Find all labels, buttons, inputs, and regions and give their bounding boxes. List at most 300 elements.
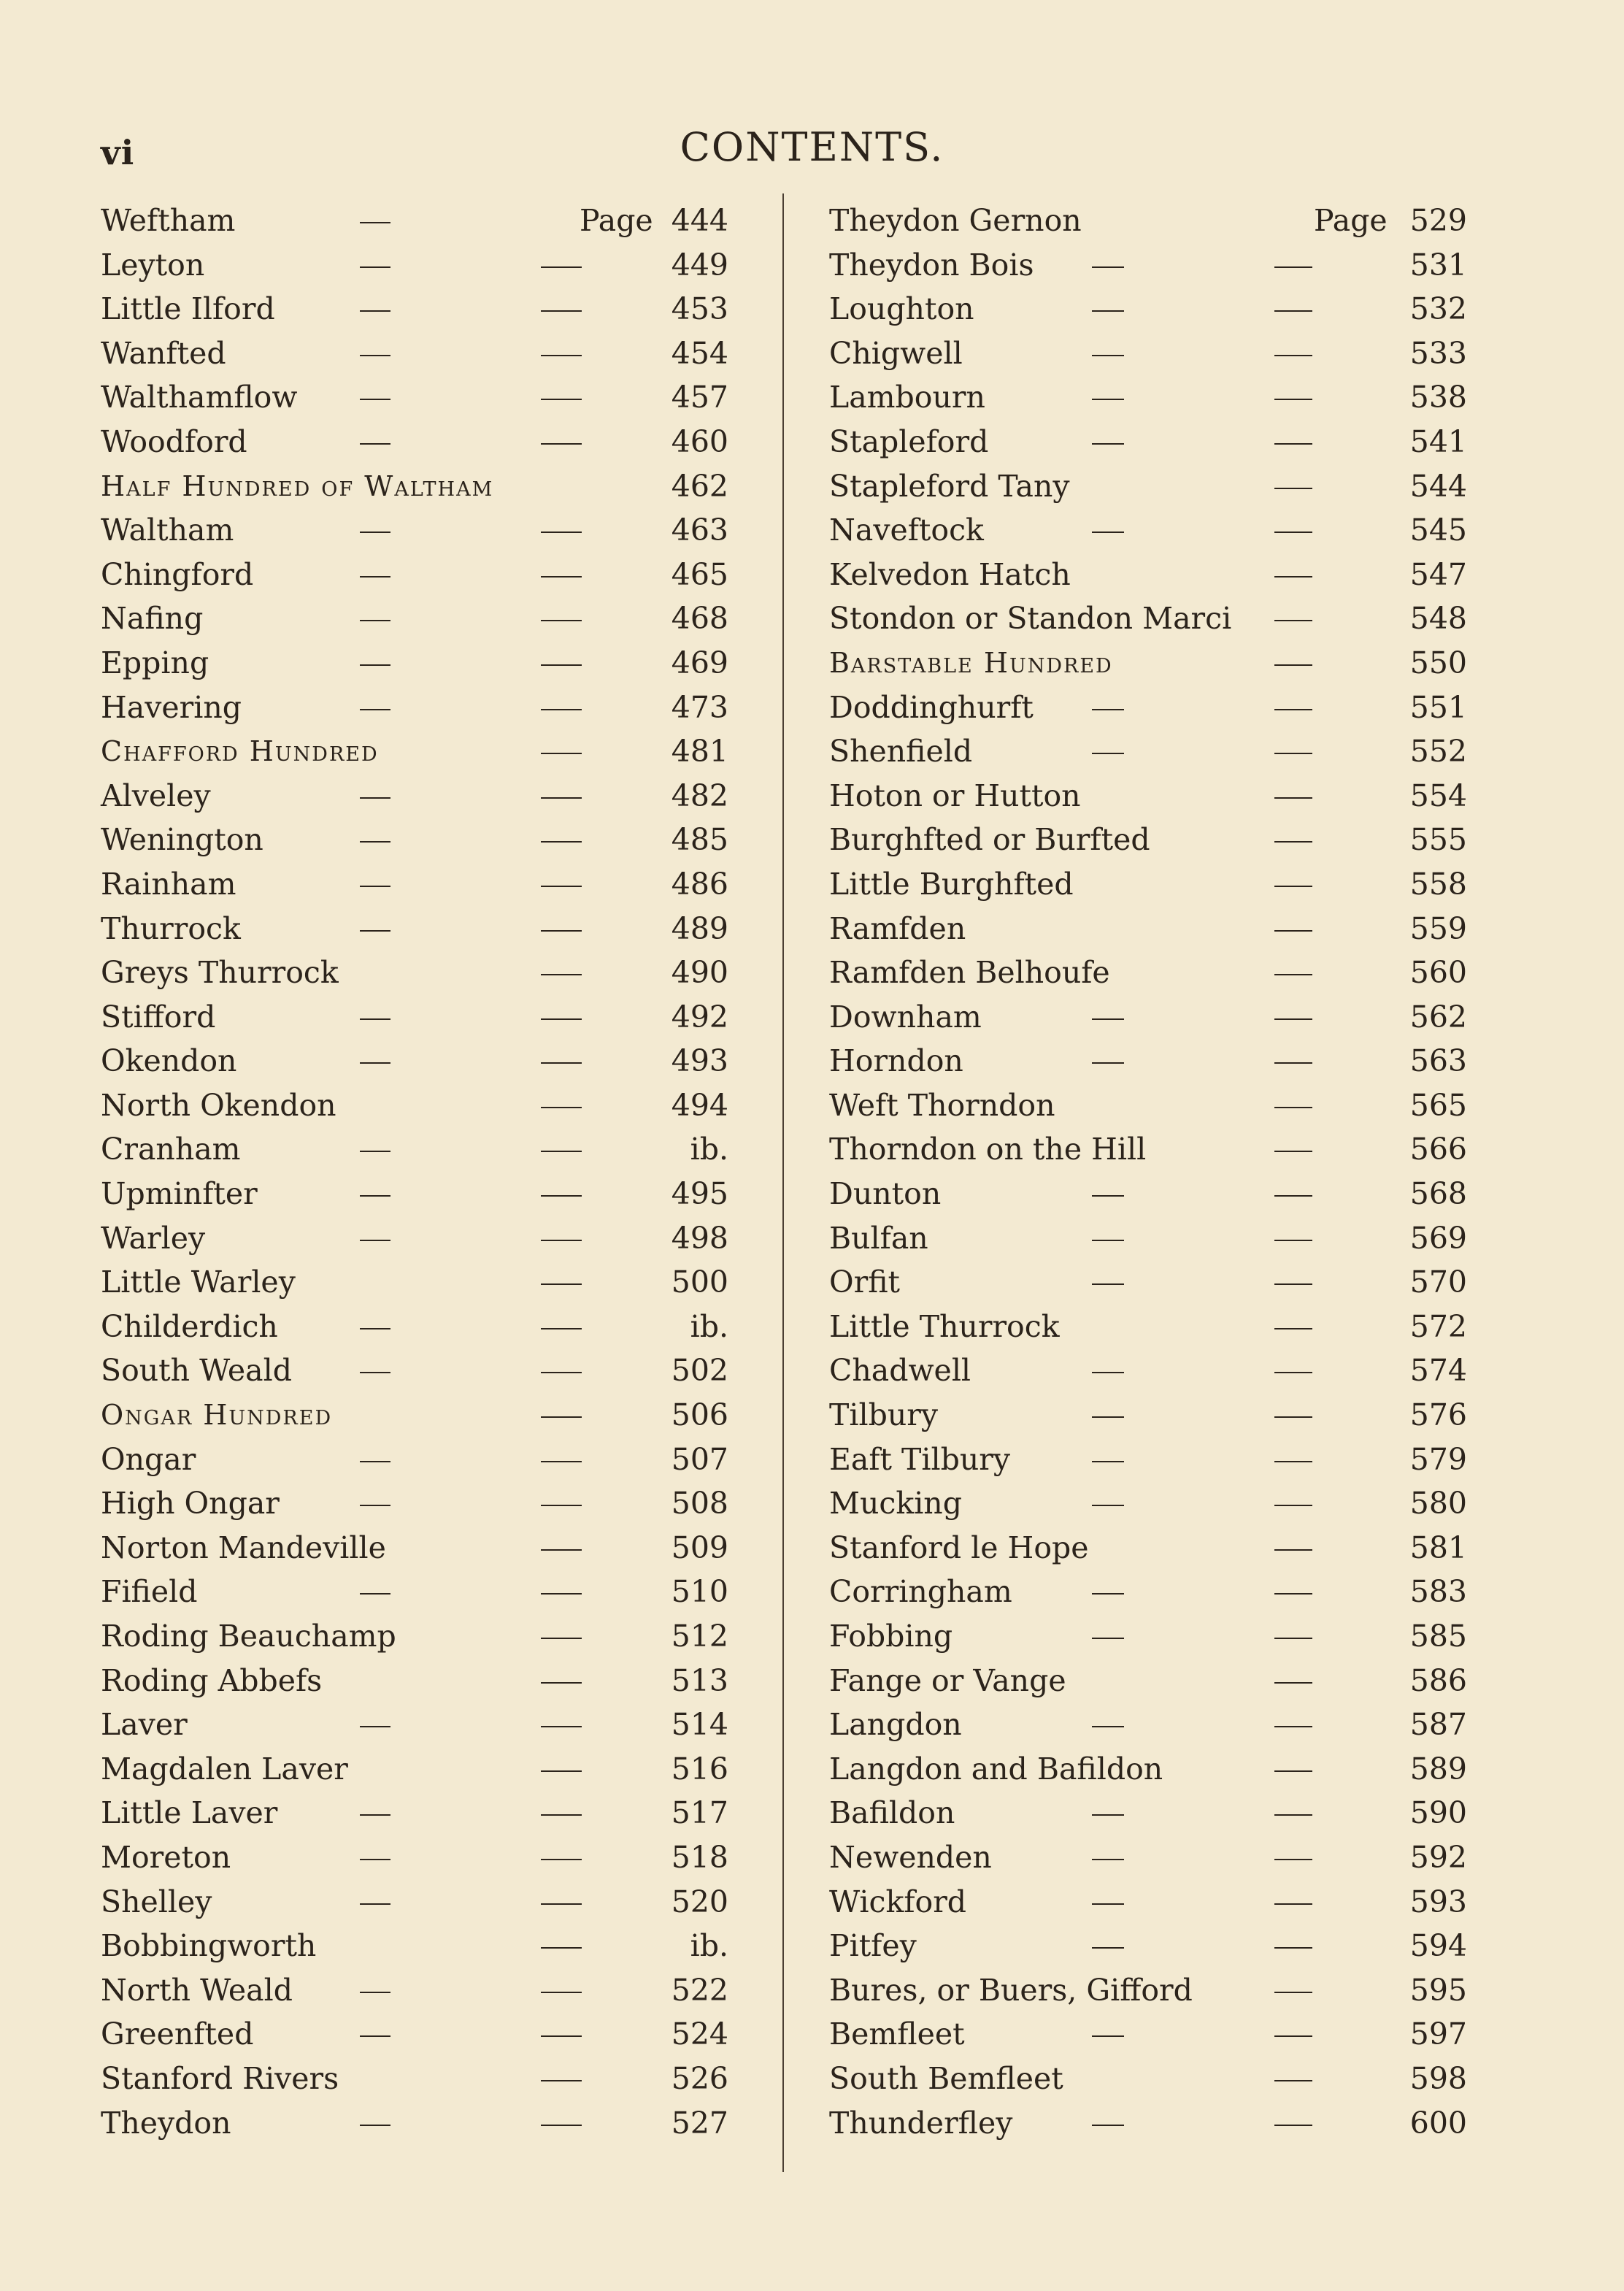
parish-name: Shenfield [829,734,973,770]
parish-name: Norton Mandeville [101,1530,386,1565]
parish-name: Alveley [101,778,211,813]
contents-entry [829,2012,1471,2057]
page-reference: 493 [671,1043,728,1079]
contents-entry [829,1526,1471,1570]
parish-name: Kelvedon Hatch [829,556,1071,592]
leader-dash [1274,1992,1312,1993]
contents-entry [829,1127,1471,1172]
leader-dash [541,2080,582,2081]
leader-dash [1274,355,1312,356]
page-reference: 495 [671,1176,728,1212]
contents-entry [829,1791,1471,1835]
parish-name: Bulfan [829,1220,928,1256]
parish-name: Walthamflow [101,380,298,415]
contents-entry [101,1924,730,1968]
page-reference: 579 [1409,1441,1467,1477]
page-reference: 489 [671,910,728,946]
leader-dash [1274,1372,1312,1373]
page-reference: ib. [690,1308,728,1344]
leader-dash [1092,1638,1124,1639]
leader-dash [360,532,390,533]
contents-entry [101,1172,730,1216]
leader-dash [541,753,582,754]
parish-name: Corringham [829,1574,1012,1610]
leader-dash [360,443,390,445]
leader-dash [541,576,582,577]
contents-entry [829,243,1471,288]
contents-entry [829,199,1471,243]
leader-dash [360,1018,390,1020]
parish-name: Greenfted [101,2016,254,2052]
parish-name: Little Thurrock [829,1308,1060,1344]
leader-dash [360,1062,390,1064]
leader-dash [1274,443,1312,445]
leader-dash [541,1240,582,1241]
page-reference: 529 [1409,203,1467,238]
page-reference: 566 [1409,1132,1467,1167]
parish-name: Theydon Gernon [829,203,1082,238]
leader-dash [541,266,582,268]
page-reference: 574 [1409,1353,1467,1389]
page-reference: 490 [671,955,728,991]
parish-name: Moreton [101,1839,231,1875]
leader-dash [1274,1505,1312,1506]
page-reference: 460 [671,423,728,459]
contents-entry [829,951,1471,995]
leader-dash [541,1372,582,1373]
parish-name: Little Warley [101,1265,296,1300]
contents-entry [101,1968,730,2013]
leader-dash [1274,709,1312,710]
leader-dash [1274,1461,1312,1462]
contents-entry [101,907,730,951]
contents-entry [101,1127,730,1172]
leader-dash [541,1903,582,1905]
page-reference: 568 [1409,1176,1467,1212]
leader-dash [360,664,390,666]
parish-name: North Okendon [101,1087,336,1123]
contents-entry [101,2057,730,2101]
parish-name: Loughton [829,291,974,327]
page-reference: 570 [1409,1265,1467,1300]
contents-entry [101,1659,730,1703]
parish-name: Newenden [829,1839,992,1875]
leader-dash [1274,886,1312,887]
page-reference: 552 [1409,734,1467,770]
parish-name: Waltham [101,513,234,548]
page-reference: 554 [1409,778,1467,813]
parish-name: Fobbing [829,1619,953,1654]
page-reference: 453 [671,291,728,327]
page-reference: 572 [1409,1308,1467,1344]
leader-dash [541,443,582,445]
contents-entry [101,464,730,509]
leader-dash [1274,1328,1312,1329]
contents-entry [101,596,730,641]
page-title: CONTENTS. [680,124,944,170]
page-reference: 502 [671,1353,728,1389]
contents-entry [829,1880,1471,1924]
leader-dash [541,1682,582,1684]
page-reference: 457 [671,380,728,415]
parish-name: Mucking [829,1486,962,1521]
parish-name: Bobbingworth [101,1928,317,1964]
leader-dash [360,1593,390,1595]
leader-dash [541,1062,582,1064]
contents-entry [829,729,1471,774]
leader-dash [1274,1770,1312,1772]
parish-name: Thunderfley [829,2105,1013,2141]
page-reference: 520 [671,1884,728,1919]
leader-dash [360,399,390,400]
contents-entry [829,553,1471,597]
page-reference: 462 [671,468,728,504]
parish-name: Chingford [101,556,254,592]
leader-dash [360,709,390,710]
leader-dash [1274,2035,1312,2037]
parish-name: Weft Thorndon [829,1087,1055,1123]
leader-dash [360,886,390,887]
page-reference: 508 [671,1486,728,1521]
contents-entry [101,641,730,686]
page-reference: 518 [671,1839,728,1875]
parish-name: Wanfted [101,335,226,371]
leader-dash [541,2035,582,2037]
page-reference: ib. [690,1928,728,1964]
contents-entry [101,553,730,597]
parish-name: Stanford le Hope [829,1530,1089,1565]
contents-entry [829,995,1471,1040]
page-reference: 541 [1409,423,1467,459]
hundred-heading: Ongar Hundred [101,1399,333,1432]
parish-name: Havering [101,689,242,725]
parish-name: Bemfleet [829,2016,965,2052]
page-reference: 516 [671,1751,728,1787]
leader-dash [541,1947,582,1949]
page-reference: 465 [671,556,728,592]
page-header [0,124,1624,183]
page-reference: 550 [1409,645,1467,680]
hundred-heading: Chafford Hundred [101,735,379,768]
page-reference: 560 [1409,955,1467,991]
contents-entry [829,818,1471,862]
leader-dash [541,1018,582,1020]
leader-dash [1274,399,1312,400]
parish-name: Little Burghfted [829,866,1074,902]
leader-dash [1274,488,1312,489]
parish-name: Bures, or Buers, Gifford [829,1972,1193,2008]
leader-dash [1092,1903,1124,1905]
parish-name: Langdon [829,1707,962,1743]
leader-dash [360,1505,390,1506]
page-reference: 449 [671,247,728,283]
leader-dash [1274,1416,1312,1418]
parish-name: Okendon [101,1043,237,1079]
parish-name: Wickford [829,1884,967,1919]
leader-dash [1092,1859,1124,1860]
leader-dash [1092,1947,1124,1949]
leader-dash [1092,1018,1124,1020]
leader-dash [1092,2035,1124,2037]
parish-name: Leyton [101,247,205,283]
contents-entry [829,1039,1471,1083]
contents-entry [101,686,730,730]
contents-entry [101,1216,730,1261]
contents-entry [829,1614,1471,1659]
parish-name: Ramfden [829,910,966,946]
parish-name: Ongar [101,1441,196,1477]
leader-dash [1274,797,1312,799]
contents-entry [829,2057,1471,2101]
leader-dash [541,620,582,621]
parish-name: Downham [829,999,982,1035]
contents-entry [101,1039,730,1083]
page-reference: 510 [671,1574,728,1610]
page-reference: 509 [671,1530,728,1565]
page-reference: ib. [690,1132,728,1167]
parish-name: Laver [101,1707,188,1743]
leader-dash [360,1240,390,1241]
leader-dash [1274,1682,1312,1684]
contents-entry [101,1305,730,1349]
parish-name: Orfit [829,1265,901,1300]
leader-dash [1274,576,1312,577]
parish-name: Fifield [101,1574,198,1610]
contents-entry [829,1659,1471,1703]
leader-dash [541,1638,582,1639]
contents-entry [101,862,730,907]
leader-dash [1092,1195,1124,1197]
contents-entry [101,375,730,420]
page-reference: 548 [1409,601,1467,637]
page-reference: 463 [671,513,728,548]
leader-dash [1274,2125,1312,2126]
contents-entry [101,1880,730,1924]
leader-dash [360,310,390,312]
contents-entry [101,951,730,995]
leader-dash [541,1593,582,1595]
leader-dash [1274,1903,1312,1905]
contents-entry [101,199,730,243]
hundred-heading: Barstable Hundred [829,646,1113,679]
leader-dash [360,355,390,356]
leader-dash [1092,355,1124,356]
page-reference: 492 [671,999,728,1035]
parish-name: Lambourn [829,380,985,415]
page-reference: 532 [1409,291,1467,327]
page-reference: 545 [1409,513,1467,548]
parish-name: Little Ilford [101,291,275,327]
leader-dash [541,1992,582,1993]
page-reference: 513 [671,1662,728,1698]
contents-entry [829,1172,1471,1216]
contents-entry [829,508,1471,553]
leader-dash [541,532,582,533]
leader-dash [1092,753,1124,754]
page-reference: 597 [1409,2016,1467,2052]
contents-entry [829,331,1471,376]
page-reference: 547 [1409,556,1467,592]
leader-dash [541,1416,582,1418]
contents-entry [101,1481,730,1526]
contents-entry [101,774,730,818]
page-reference: 551 [1409,689,1467,725]
leader-dash [1092,310,1124,312]
contents-entry [829,1348,1471,1393]
leader-dash [1274,1947,1312,1949]
parish-name: Weftham [101,203,236,238]
leader-dash [1092,1283,1124,1285]
parish-name: Horndon [829,1043,963,1079]
contents-entry [829,464,1471,509]
page-reference: 562 [1409,999,1467,1035]
parish-name: Doddinghurft [829,689,1034,725]
parish-name: High Ongar [101,1486,280,1521]
parish-name: Stapleford Tany [829,468,1070,504]
contents-entry [829,1835,1471,1880]
contents-right-column [829,199,1471,2145]
parish-name: Upminfter [101,1176,258,1212]
page-reference: 576 [1409,1397,1467,1433]
leader-dash [1274,310,1312,312]
leader-dash [1274,974,1312,975]
page-reference: 544 [1409,468,1467,504]
page-reference: 565 [1409,1087,1467,1123]
leader-dash [541,1505,582,1506]
parish-name: Dunton [829,1176,942,1212]
contents-entry [101,1260,730,1305]
parish-name: Cranham [101,1132,241,1167]
leader-dash [541,974,582,975]
contents-entry [829,1216,1471,1261]
leader-dash [360,266,390,268]
leader-dash [1274,1283,1312,1285]
contents-entry [101,1393,730,1438]
parish-name: Warley [101,1220,206,1256]
leader-dash [541,1107,582,1108]
leader-dash [1274,1859,1312,1860]
leader-dash [360,1903,390,1905]
hundred-heading: Half Hundred of Waltham [101,469,494,502]
leader-dash [1092,1372,1124,1373]
contents-entry [101,1703,730,1747]
leader-dash [541,797,582,799]
contents-entry [101,1570,730,1614]
leader-dash [360,576,390,577]
leader-dash [541,1328,582,1329]
page-reference: 506 [671,1397,728,1433]
parish-name: Eaft Tilbury [829,1441,1011,1477]
contents-entry [101,729,730,774]
contents-entry [101,331,730,376]
page-reference: 559 [1409,910,1467,946]
parish-name: Epping [101,645,209,680]
contents-entry [101,1747,730,1792]
leader-dash [541,355,582,356]
contents-entry [829,1083,1471,1128]
leader-dash [1274,1195,1312,1197]
page-reference: 444 [671,203,728,238]
page-reference: 563 [1409,1043,1467,1079]
parish-name: Bafildon [829,1795,955,1831]
page-reference: 500 [671,1265,728,1300]
leader-dash [360,930,390,932]
page-reference: 595 [1409,1972,1467,2008]
page-reference: 587 [1409,1707,1467,1743]
page-reference: 482 [671,778,728,813]
contents-entry [101,420,730,464]
leader-dash [1274,1151,1312,1152]
leader-dash [360,1726,390,1727]
page-reference: 524 [671,2016,728,2052]
page-reference: 517 [671,1795,728,1831]
parish-name: North Weald [101,1972,293,2008]
leader-dash [1274,1107,1312,1108]
parish-name: Woodford [101,423,247,459]
leader-dash [541,399,582,400]
leader-dash [360,2035,390,2037]
leader-dash [541,1549,582,1551]
leader-dash [1092,266,1124,268]
page-reference: 454 [671,335,728,371]
leader-dash [1092,1593,1124,1595]
page-reference: 569 [1409,1220,1467,1256]
leader-dash [1274,753,1312,754]
parish-name: Fange or Vange [829,1662,1066,1698]
parish-name: South Bemfleet [829,2060,1063,2096]
leader-dash [1092,1814,1124,1816]
contents-entry [829,1570,1471,1614]
contents-entry [829,375,1471,420]
page-reference: 600 [1409,2105,1467,2141]
leader-dash [1092,2125,1124,2126]
contents-entry [101,1083,730,1128]
leader-dash [1274,1018,1312,1020]
parish-name: Little Laver [101,1795,278,1831]
leader-dash [360,1814,390,1816]
leader-dash [541,1461,582,1462]
contents-entry [829,686,1471,730]
leader-dash [1274,841,1312,843]
parish-name: Tilbury [829,1397,938,1433]
leader-dash [1274,1814,1312,1816]
contents-entry [829,1393,1471,1438]
parish-name: South Weald [101,1353,292,1389]
page-reference: 494 [671,1087,728,1123]
contents-entry [101,1614,730,1659]
parish-name: Shelley [101,1884,212,1919]
page-reference: 527 [671,2105,728,2141]
contents-entry [829,1260,1471,1305]
leader-dash [1092,1416,1124,1418]
contents-entry [101,508,730,553]
leader-dash [360,620,390,621]
parish-name: Stanford Rivers [101,2060,339,2096]
parish-name: Chadwell [829,1353,971,1389]
leader-dash [360,797,390,799]
parish-name: Theydon Bois [829,247,1034,283]
parish-name: Theydon [101,2105,231,2141]
page-reference: 507 [671,1441,728,1477]
parish-name: Nafing [101,601,204,637]
contents-entry [829,862,1471,907]
leader-dash [1274,930,1312,932]
page-label: Page [1314,203,1388,238]
page-reference: 594 [1409,1928,1467,1964]
contents-entry [829,907,1471,951]
leader-dash [1274,1062,1312,1064]
page-reference: 485 [671,822,728,858]
